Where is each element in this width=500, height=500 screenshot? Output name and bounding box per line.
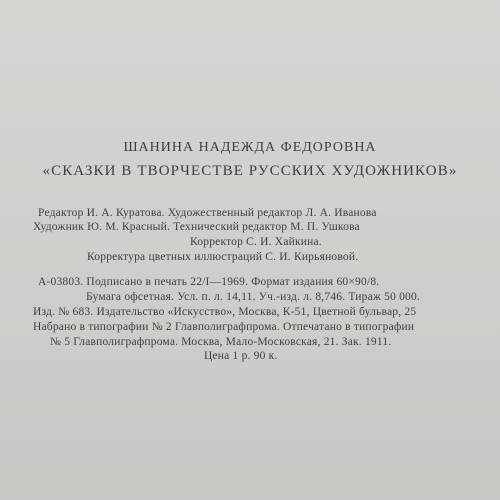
- imprint-line: № 5 Главполиграфпрома. Москва, Мало-Московская, 21. Зак. 1911.: [50, 336, 392, 348]
- imprint-line: Изд. № 683. Издательство «Искусство», Москва, К-51, Цветной бульвар, 25: [33, 306, 417, 318]
- book-title: «СКАЗКИ В ТВОРЧЕСТВЕ РУССКИХ ХУДОЖНИКОВ»: [42, 163, 458, 179]
- credits-line: Редактор И. А. Куратова. Художественный редактор Л. А. Иванова: [38, 207, 377, 219]
- price-line: Цена 1 р. 90 к.: [204, 350, 278, 362]
- credits-line: Художник Ю. М. Красный. Технический редактор М. П. Ушкова: [33, 221, 360, 233]
- author-name: ШАНИНА НАДЕЖДА ФЕДОРОВНА: [123, 140, 377, 155]
- credits-line: Корректура цветных иллюстраций С. И. Кирьяновой.: [87, 251, 359, 263]
- credits-line: Корректор С. И. Хайкина.: [190, 236, 322, 248]
- imprint-line: Бумага офсетная. Усл. п. л. 14,11. Уч.-изд. л. 8,746. Тираж 50 000.: [86, 291, 421, 303]
- imprint-line: А-03803. Подписано в печать 22/I—1969. Формат издания 60×90/8.: [38, 276, 380, 288]
- imprint-line: Набрано в типографии № 2 Главполиграфпрома. Отпечатано в типографии: [33, 321, 415, 333]
